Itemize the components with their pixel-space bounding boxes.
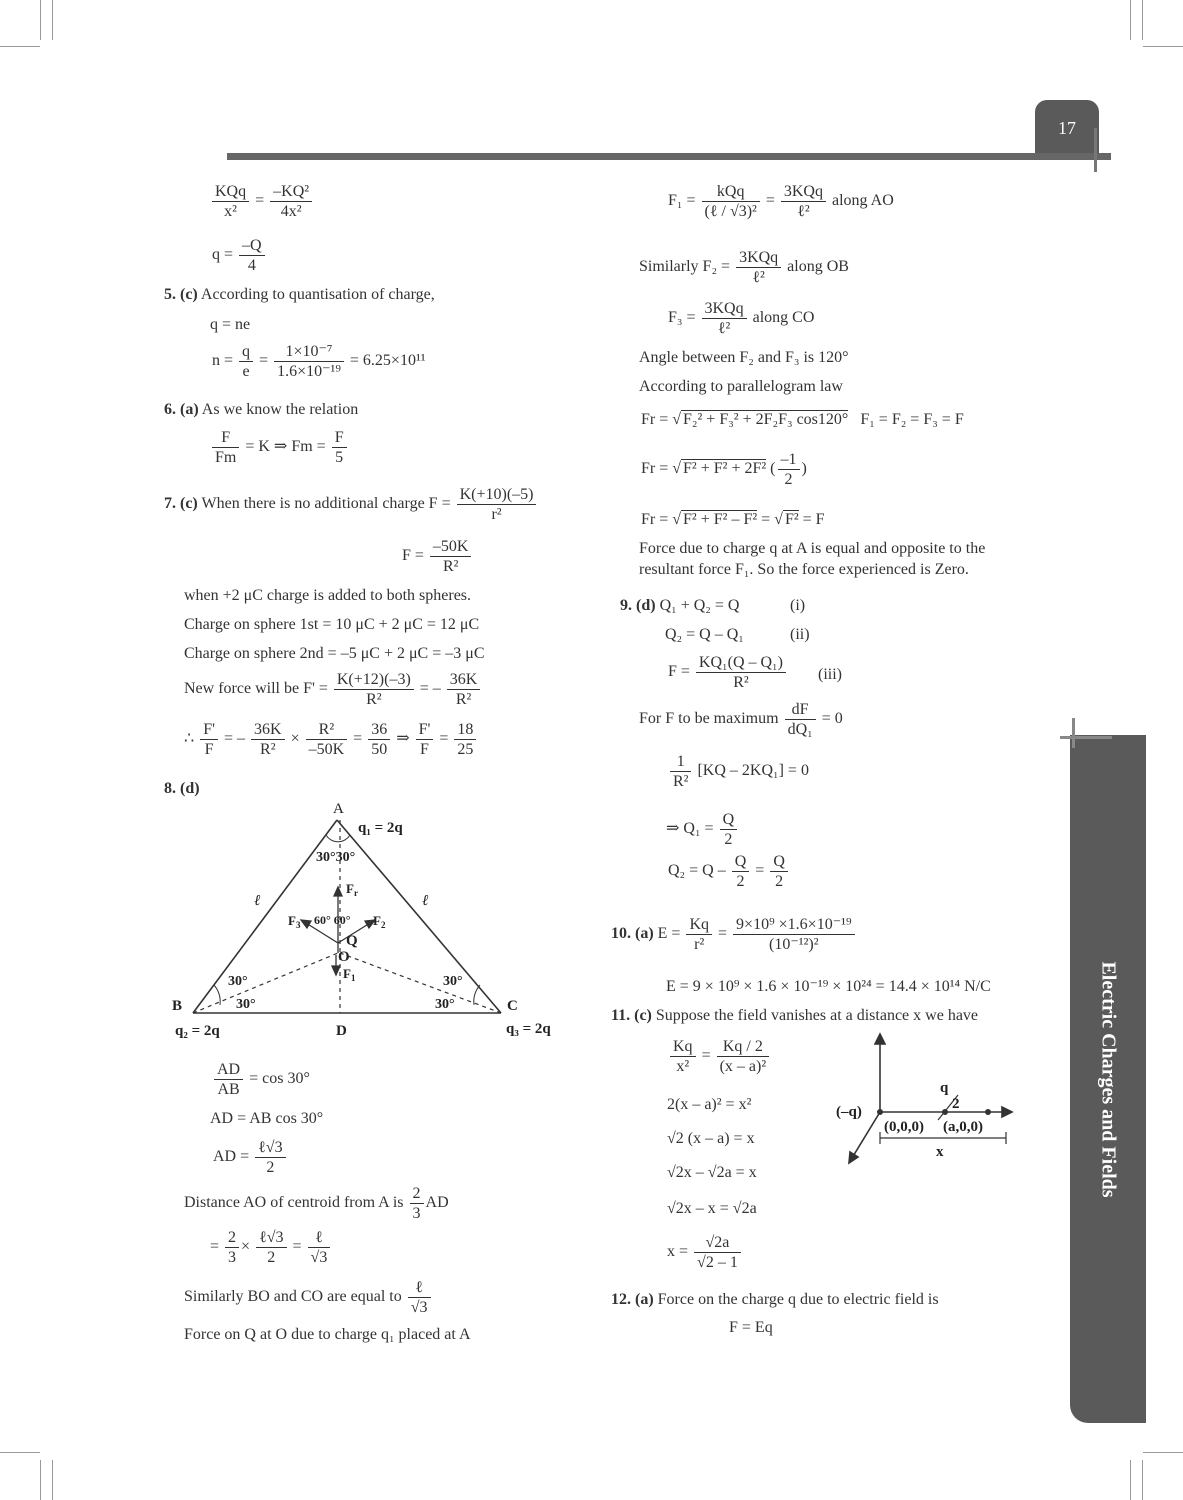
solution-7: 7. (c) When there is no additional charge F = $\frac{K(+10)(-5)}{\text{r²}}$ [164, 485, 538, 524]
angle-arc-a [326, 835, 350, 842]
eq-centroid: Distance AO of centroid from A is $\frac{2}{3}$ AD [184, 1185, 449, 1222]
eq-step: √2x – √2a = x [667, 1164, 757, 1181]
solution-9: 9. (d) Q₁ + Q₂ = Q [620, 597, 740, 614]
rule-mark [1094, 128, 1097, 172]
eq-fm: $\frac{F}{Fm}$ = K ⇒ Fm = $\frac{F}{5}$ [210, 428, 349, 467]
y-axis-head [875, 1034, 885, 1044]
solution-11: 11. (c) Suppose the field vanishes at a distance x we have [611, 1007, 979, 1024]
eq-f1: F₁ = $\frac{\text{kQq}}{\text{(ℓ / √3)²}}$ = $\frac{\text{3KQq}}{\text{ℓ²}}$ along AO [668, 183, 894, 220]
text-line: Charge on sphere 2nd = –5 μC + 2 μC = –3 μC [184, 645, 485, 662]
eq-step: √2 (x – a) = x [667, 1130, 755, 1147]
eq-top: $\frac{\text{KQq}}{\text{x²}}$ = $\frac{\text{–KQ²}}{\text{4x²}}$ [210, 182, 314, 221]
text-line: Charge on sphere 1st = 10 μC + 2 μC = 12 μC [184, 616, 480, 633]
crop-mark [52, 0, 53, 40]
eq-q: q = $\frac{-Q}{4}$ [212, 236, 267, 275]
page-number: 17 [1035, 100, 1099, 156]
label-f3: $F_3$ [288, 913, 301, 930]
label-a: A [333, 801, 344, 817]
eq-ratio: ∴ $\frac{F'}{F}$ = – $\frac{36K}{\text{R²}}$ × $\frac{\text{R²}}{-50K}$ = $\frac{36}{50}$ ⇒ $\frac{F'}{F}$ = $\frac{18}{25}$ [184, 720, 478, 759]
solution-10: 10. (a) E = $\frac{Kq}{\text{r²}}$ = $\frac{\text{9×10⁹ ×1.6×10⁻¹⁹}}{\text{(10⁻¹²)²}}$ [611, 915, 857, 954]
label-q3: q₃ = 2q [506, 1021, 551, 1037]
point-field-zero [985, 1109, 991, 1115]
label-angle-c1: 30° [443, 974, 463, 989]
label-f2: $F_2$ [373, 913, 386, 930]
text-line: Force on Q at O due to charge q₁ placed at A [184, 1326, 471, 1343]
crop-mark [1142, 0, 1143, 40]
eq-fr-2: Fr = √ F² + F² + 2F² ( $\frac{-1}{2}$ ) [641, 451, 807, 488]
eq-derivative: $\frac{1}{\text{R²}}$ [KQ – 2KQ₁] = 0 [668, 752, 809, 791]
label-angle-c2: 30° [435, 997, 455, 1012]
label-neg-q: (–q) [836, 1104, 862, 1120]
eq-q2-result: Q₂ = Q – $\frac{Q}{2}$ = $\frac{Q}{2}$ [668, 852, 790, 891]
label-f1: $F_1$ [343, 966, 356, 983]
side-ac [337, 820, 501, 1013]
crop-mark [1142, 1460, 1143, 1500]
crop-mark [1143, 46, 1183, 47]
tag-i: (i) [790, 597, 806, 614]
tag-ii: (ii) [790, 626, 810, 643]
text-line: According to parallelogram law [639, 378, 843, 395]
arrow-fr-head [334, 887, 342, 896]
eq-x-result: x = $\frac{√2a}{√2 - 1}$ [667, 1233, 743, 1272]
solution-12: 12. (a) Force on the charge q due to electric field is [611, 1291, 939, 1308]
angle-arc-b [214, 985, 220, 1005]
label-x: x [936, 1144, 944, 1160]
eq-new-force: New force will be F' = $\frac{K(+12)(-3)}{\text{R²}}$ = – $\frac{36K}{\text{R²}}$ [184, 670, 482, 709]
triangle-diagram [160, 795, 580, 1050]
eq-e-value: E = 9 × 10⁹ × 1.6 × 10⁻¹⁹ × 10²⁴ = 14.4 × 10¹⁴ N/C [666, 978, 991, 995]
label-ell-right: ℓ [422, 893, 429, 909]
origin-point [877, 1109, 883, 1115]
solution-6: 6. (a) As we know the relation [164, 401, 359, 418]
label-q: Q [346, 933, 358, 949]
eq-ao: = $\frac{2}{3}$ × $\frac{\text{ℓ√3}}{2}$ = $\frac{\text{ℓ}}{√3}$ [210, 1228, 332, 1267]
eq-q2: Q₂ = Q – Q₁ [665, 626, 744, 643]
eq-fr-1: Fr = √ F₂² + F₃² + 2F₂F₃ cos120° F₁ = F₂ = F₃ = F [641, 411, 964, 428]
crop-mark [1143, 1452, 1183, 1453]
label-angle-60: 60° 60° [314, 913, 351, 927]
x-axis-head [1002, 1107, 1012, 1117]
label-angle-b2: 30° [236, 997, 256, 1012]
axes-diagram [830, 1030, 1020, 1170]
eq-qne: q = ne [210, 316, 251, 333]
label-ell-left: ℓ [254, 893, 261, 909]
crop-mark [52, 1460, 53, 1500]
eq-f-q: F = $\frac{\text{KQ₁(Q – Q₁)}}{\text{R²}}$ [668, 653, 788, 692]
crop-mark [40, 0, 41, 40]
label-q-half-den: 2 [952, 1096, 960, 1112]
header-rule [227, 153, 1111, 160]
text-line: Force due to charge q at A is equal and opposite to the [639, 540, 986, 557]
eq-step: √2x – x = √2a [667, 1200, 757, 1217]
label-angle-b1: 30° [228, 974, 248, 989]
chapter-title: Electric Charges and Fields [1097, 960, 1120, 1198]
eq-bo-co: Similarly BO and CO are equal to $\frac{\text{ℓ}}{√3}$ [184, 1278, 433, 1317]
eq-ad-ab: $\frac{AD}{AB}$ = cos 30° [212, 1060, 310, 1099]
eq-f3: F₃ = $\frac{\text{3KQq}}{\text{ℓ²}}$ along CO [668, 300, 815, 337]
point-a [942, 1109, 948, 1115]
solution-5: 5. (c) According to quantisation of charge, [164, 286, 435, 303]
label-c: C [507, 998, 518, 1014]
eq-fr-3: Fr = √ F² + F² – F² = √ F² = F [641, 511, 825, 528]
text-line: Angle between F₂ and F₃ is 120° [639, 349, 849, 366]
eq-ad-value: AD = $\frac{\text{ℓ√3}}{2}$ [213, 1138, 288, 1177]
label-b: B [172, 998, 183, 1014]
label-q2: q₂ = 2q [175, 1023, 220, 1039]
crop-mark [1130, 1460, 1131, 1500]
text-line: resultant force F₁. So the force experienced is Zero. [639, 561, 969, 578]
crop-mark [40, 1460, 41, 1500]
arrow-f3-head [301, 920, 311, 928]
label-angle-top: 30°30° [316, 850, 356, 865]
crop-mark [1130, 0, 1131, 40]
eq-field-balance: $\frac{Kq}{\text{x²}}$ = $\frac{Kq / 2}{\text{(x – a)²}}$ [668, 1037, 771, 1076]
eq-n: n = $\frac{q}{e}$ = $\frac{\text{1×10⁻⁷}}{\text{1.6×10⁻¹⁹}}$ = 6.25×10¹¹ [212, 343, 426, 380]
eq-f-eq: F = Eq [729, 1319, 773, 1336]
label-a-point: (a,0,0) [943, 1119, 983, 1135]
label-o: O [338, 949, 350, 965]
eq-q1-result: ⇒ Q₁ = $\frac{Q}{2}$ [666, 810, 739, 849]
eq-f2: Similarly F₂ = $\frac{\text{3KQq}}{\text{ℓ²}}$ along OB [639, 249, 849, 286]
arrow-f1-head [332, 966, 340, 975]
line-co [340, 953, 501, 1013]
label-origin: (0,0,0) [884, 1119, 924, 1135]
label-d: D [336, 1023, 347, 1039]
label-q1: q₁ = 2q [358, 820, 403, 836]
eq-f-50k: F = $\frac{-50K}{\text{R²}}$ [402, 537, 473, 576]
label-q-half-num: q [940, 1080, 949, 1096]
crop-mark [0, 46, 40, 47]
label-fr: $F_r$ [346, 881, 358, 898]
solution-8: 8. (d) [164, 780, 200, 797]
tag-iii: (iii) [818, 666, 842, 683]
eq-df-dq: For F to be maximum $\frac{dF}{\text{dQ₁}}$ = 0 [639, 701, 843, 738]
eq-ad: AD = AB cos 30° [210, 1110, 324, 1127]
text-line: when +2 μC charge is added to both spheres. [184, 587, 472, 604]
z-axis-head [849, 1152, 858, 1163]
eq-step: 2(x – a)² = x² [667, 1096, 752, 1113]
crop-mark [0, 1452, 40, 1453]
